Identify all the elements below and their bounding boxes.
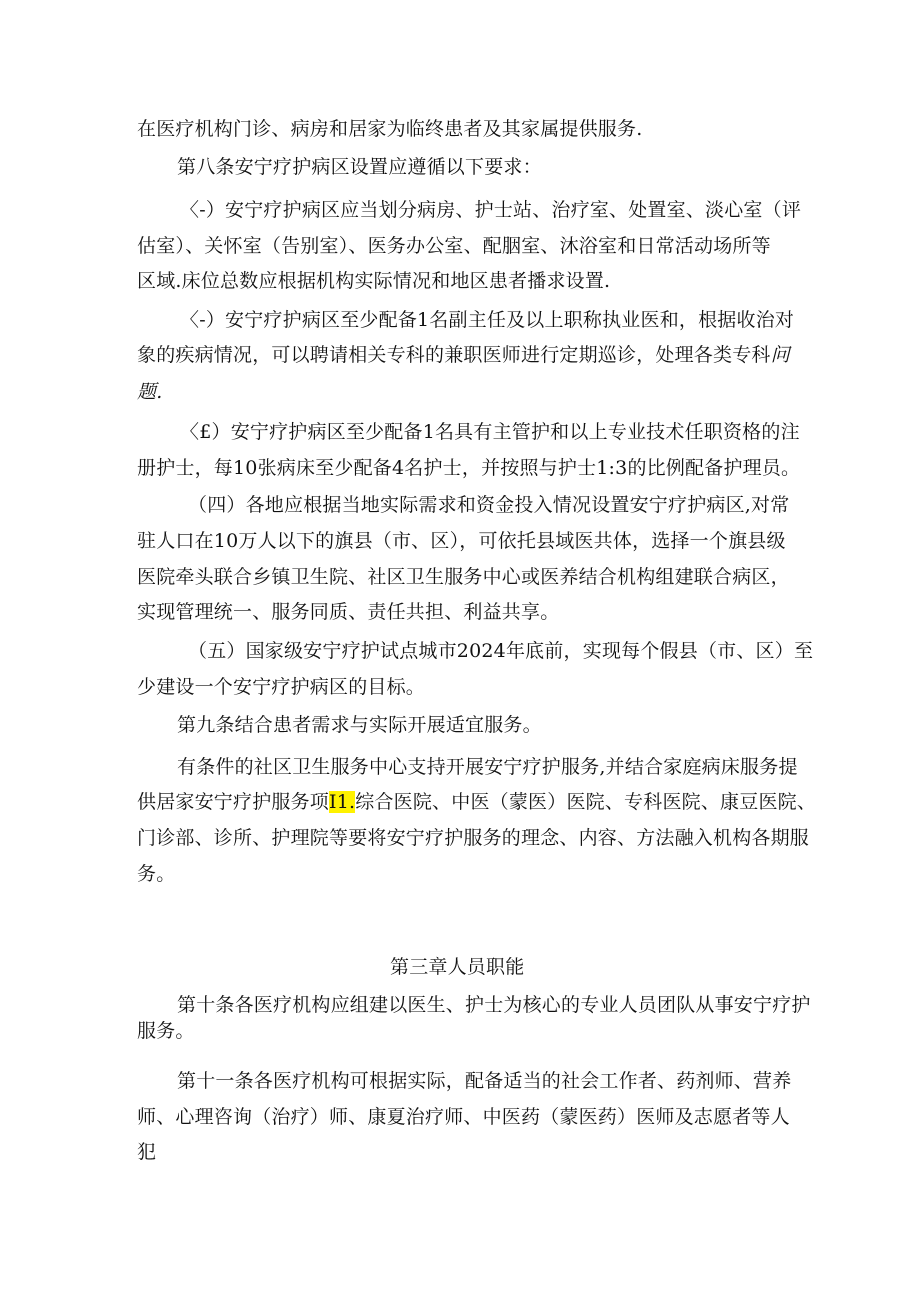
paragraph-line: 〈£）安宁疗护病区至少配备1名具有主管护和以上专业技术任职资格的注 (180, 421, 800, 443)
paragraph-line: （四）各地应根据当地实际需求和资金投入情况设置安宁疗护病区,对常 (188, 494, 790, 516)
highlighted-text: I1. (329, 791, 356, 813)
paragraph-line (137, 343, 790, 367)
paragraph-line: 驻人口在10万人以下的旗县（市、区），可依托县域医共体，选择一个旗县级 (137, 530, 786, 552)
paragraph-line: 在医疗机构门诊、病房和居家为临终患者及其家属提供服务. (137, 118, 643, 140)
paragraph-line: 有条件的社区卫生服务中心支持开展安宁疗护服务,并结合家庭病床服务提 (177, 756, 798, 778)
paragraph-line: 第十条各医疗机构应组建以医生、护士为核心的专业人员团队从事安宁疗护 (177, 994, 811, 1016)
line-text-italic: 问 (770, 344, 790, 366)
paragraph-line: 〈-）安宁疗护病区至少配备1名副主任及以上职称执业医和，根据收治对 (180, 309, 795, 331)
line-text: 供居家安宁疗护服务项 (137, 791, 330, 813)
paragraph-line: （五）国家级安宁疗护试点城市2024年底前，实现每个假县（市、区）至 (188, 640, 814, 662)
paragraph-line: 区域.床位总数应根据机构实际情况和地区患者播求设置. (137, 270, 611, 292)
paragraph-line: 服务。 (137, 1020, 195, 1042)
paragraph-line: 题. (137, 381, 163, 403)
paragraph-line: 医院牵头联合乡镇卫生院、社区卫生服务中心或医养结合机构组建联合病区， (137, 566, 790, 588)
line-text: 象的疾病情况，可以聘请相关专科的兼职医师进行定期巡诊，处理各类专科 (137, 344, 771, 366)
chapter-title: 第三章人员职能 (390, 956, 525, 978)
paragraph-line: 估室）、关怀室（告别室）、医务办公室、配胭室、沐浴室和日常活动场所等 (137, 235, 771, 257)
article-heading: 第八条安宁疗护病区设置应遵循以下要求： (177, 156, 542, 178)
paragraph-line: 犯 (137, 1141, 157, 1163)
paragraph-line: 实现管理统一、服务同质、责任共担、利益共享。 (137, 601, 560, 623)
article-heading: 第九条结合患者需求与实际开展适宜服务。 (177, 714, 542, 736)
paragraph-line: 少建设一个安宁疗护病区的目标。 (137, 676, 426, 698)
paragraph-line: 师、心理咨询（治疗）师、康夏治疗师、中医药（蒙医药）医师及志愿者等人 (137, 1106, 790, 1128)
paragraph-line: 务。 (137, 863, 176, 885)
paragraph-line: 册护士，每10张病床至少配备4名护士，并按照与护士1:3的比例配备护理员。 (137, 457, 801, 479)
paragraph-line: 门诊部、诊所、护理院等要将安宁疗护服务的理念、内容、方法融入机构各期服 (137, 827, 810, 849)
paragraph-line: 第十一条各医疗机构可根据实际，配备适当的社会工作者、药剂师、营养 (177, 1070, 792, 1092)
paragraph-line (137, 790, 816, 814)
line-text: 综合医院、中医（蒙医）医院、专科医院、康豆医院、 (355, 791, 817, 813)
paragraph-line: 〈-）安宁疗护病区应当划分病房、护士站、治疗室、处置室、淡心室（评 (180, 199, 802, 221)
